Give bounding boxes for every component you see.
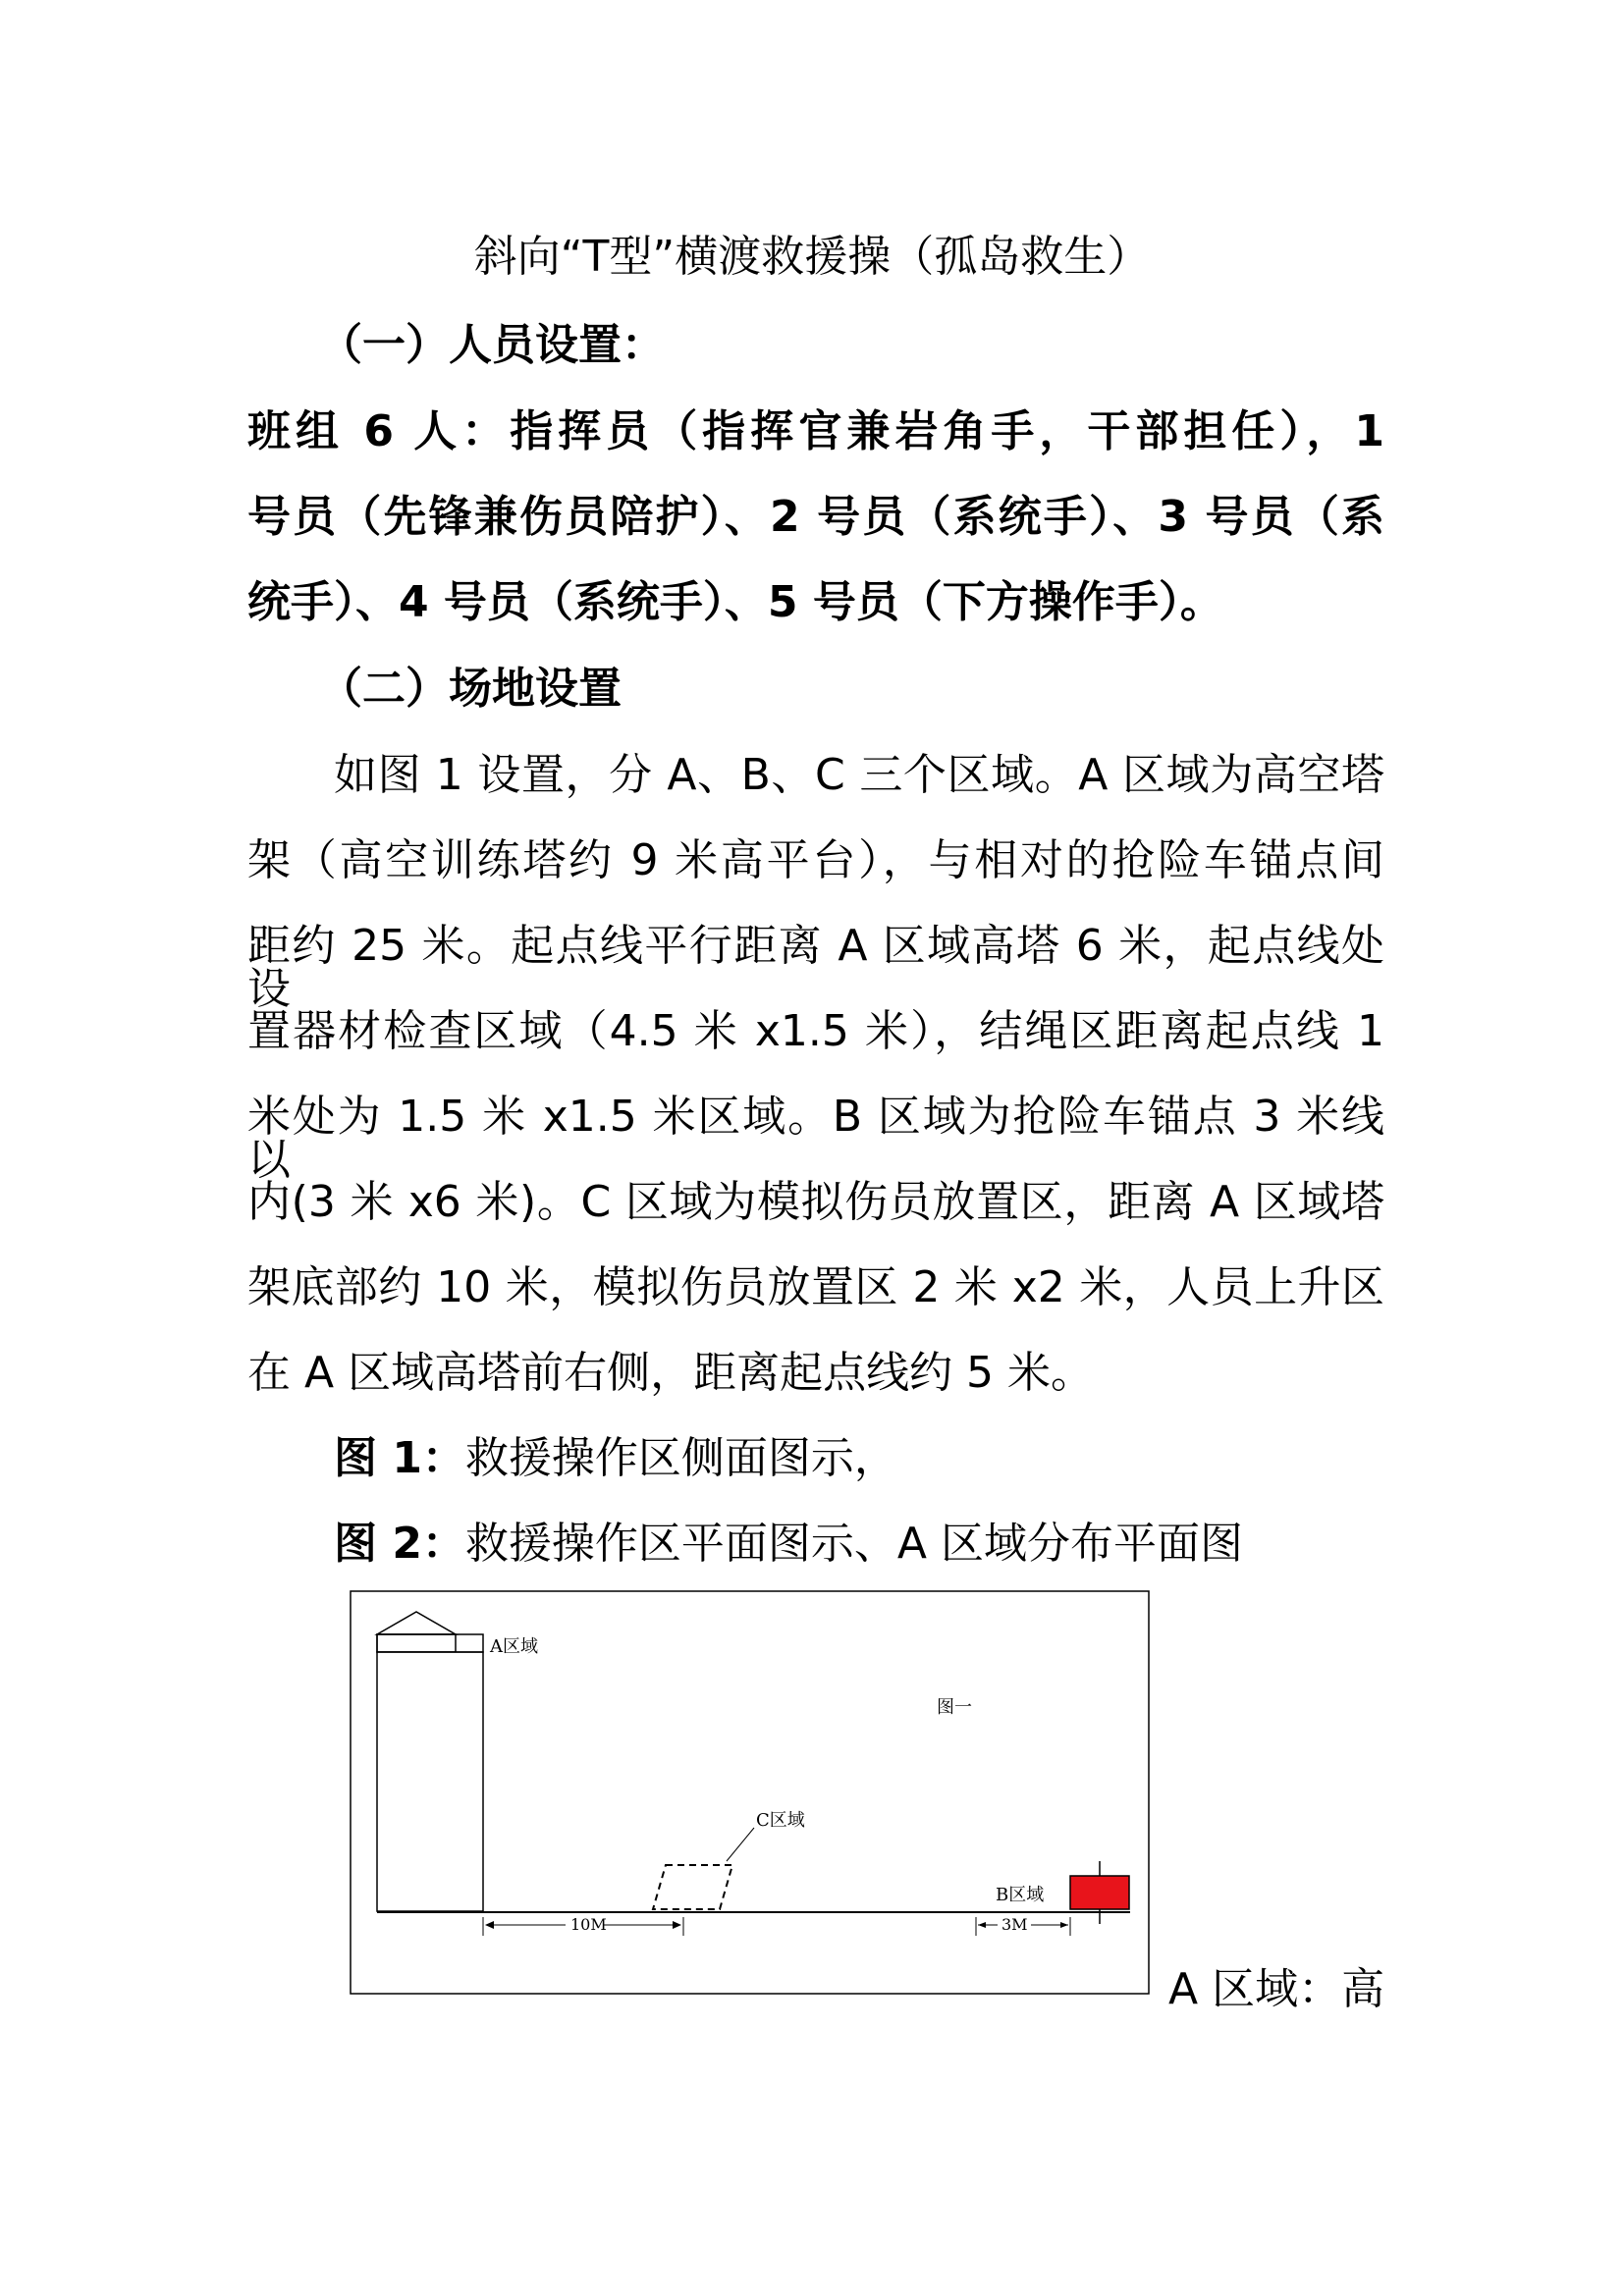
figure-caption-1 [334, 1433, 897, 1483]
section-heading-personnel: （一）人员设置： [319, 320, 665, 370]
figure-label-10m: 10M [570, 1915, 607, 1934]
body-line-1: 如图 1 设置，分 A、B、C 三个区域。A 区域为高空塔 [334, 750, 1384, 800]
personnel-line-2: 号员（先锋兼伤员陪护）、2 号员（系统手）、3 号员（系 [247, 492, 1384, 542]
figure-label-a-zone: A区域 [490, 1636, 538, 1657]
figure-caption-2 [334, 1519, 1244, 1569]
figure-caption-2-label: 图 2： [334, 1519, 465, 1569]
personnel-line-3: 统手）、4 号员（系统手）、5 号员（下方操作手）。 [247, 577, 1223, 627]
section-heading-site: （二）场地设置 [319, 664, 622, 714]
rescue-vehicle-icon [1070, 1876, 1129, 1909]
figure-label-b-zone: B区域 [996, 1885, 1045, 1905]
body-line-2: 架（高空训练塔约 9 米高平台），与相对的抢险车锚点间 [247, 835, 1384, 885]
figure-caption-1-text: 救援操作区侧面图示， [464, 1433, 897, 1483]
trailing-text: A 区域：高 [1168, 1964, 1385, 2014]
rescue-site-side-view-figure [350, 1590, 1150, 1995]
figure-label-c-zone: C区域 [756, 1810, 805, 1831]
document-title: 斜向“T型”横渡救援操（孤岛救生） [473, 232, 1151, 282]
tower-platform-icon [377, 1634, 456, 1652]
body-line-3: 距约 25 米。起点线平行距离 A 区域高塔 6 米，起点线处设 [247, 921, 1384, 1014]
body-line-7: 架底部约 10 米，模拟伤员放置区 2 米 x2 米，人员上升区 [247, 1262, 1384, 1312]
figure-label-title: 图一 [937, 1697, 972, 1718]
figure-label-3m: 3M [1001, 1915, 1028, 1934]
body-line-6: 内(3 米 x6 米)。C 区域为模拟伤员放置区，距离 A 区域塔 [247, 1177, 1384, 1227]
body-line-8: 在 A 区域高塔前右侧，距离起点线约 5 米。 [247, 1348, 1095, 1398]
body-line-4: 置器材检查区域（4.5 米 x1.5 米），结绳区距离起点线 1 [247, 1006, 1384, 1056]
body-line-5: 米处为 1.5 米 x1.5 米区域。B 区域为抢险车锚点 3 米线以 [247, 1092, 1384, 1185]
figure-caption-1-label: 图 1： [334, 1433, 465, 1483]
personnel-line-1: 班组 6 人：指挥员（指挥官兼岩角手，干部担任），1 [247, 406, 1384, 456]
figure-caption-2-text: 救援操作区平面图示、A 区域分布平面图 [464, 1519, 1244, 1569]
tower-body-icon [377, 1652, 483, 1911]
